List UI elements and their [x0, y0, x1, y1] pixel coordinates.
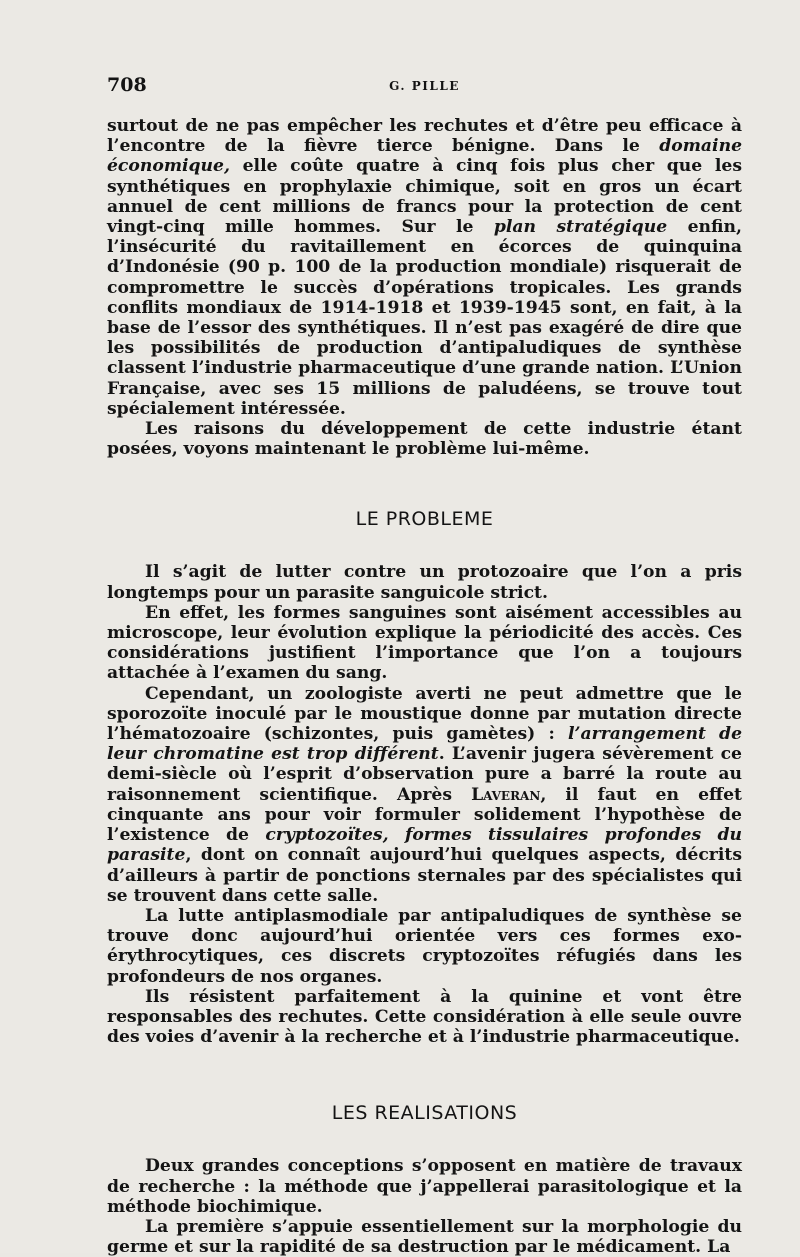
running-head: G. PILLE — [389, 79, 460, 93]
paragraph: surtout de ne pas empêcher les rechutes et d’être peu efficace à l’encontre de la fièvre tierce bénigne. Dans le domaine économique, elle coûte quatre à cinq fois plus cher que les synthétiques en prophylaxie chimique, soit en gros un écart annuel de cent millions de francs pour la protection de cent vingt-cinq mille hommes. Sur le plan stratégique enfin, l’insécurité du ravitaillement en écorces de quinquina d’Indonésie (90 p. 100 de la production mondiale) risquerait de compromettre le succès d’opérations tropicales. Les grands conflits mondiaux de 1914-1918 et 1939-1945 sont, en fait, à la base de l’essor des synthétiques. Il n’est pas exagéré de dire que les possibilités de production d’antipaludiques de synthèse classent l’industrie pharmaceutique d’une grande nation. L’Union Française, avec ses 15 millions de paludéens, se trouve tout spécialement intéressée. — [107, 116, 742, 419]
paragraph: La lutte antiplasmodiale par antipaludiques de synthèse se trouve donc aujourd’hui orientée vers ces formes exo-érythrocytiques, ces discrets cryptozoïtes réfugiés dans les profondeurs de nos organes. — [107, 905, 742, 987]
paragraph: Il s’agit de lutter contre un protozoaire que l’on a pris longtemps pour un parasite sanguicole strict. — [107, 562, 742, 603]
paragraph: En effet, les formes sanguines sont aisément accessibles au microscope, leur évolution explique la périodicité des accès. Ces considérations justifient l’importance que l’on a toujours attachée à l’examen du sang. — [107, 602, 742, 684]
author-name: Laveran — [471, 784, 541, 805]
paragraph: Les raisons du développement de cette industrie étant posées, voyons maintenant le problème lui-même. — [107, 419, 742, 460]
paragraph: Deux grandes conceptions s’opposent en matière de travaux de recherche : la méthode que j’appellerai parasitologique et la méthode biochimique. — [107, 1156, 742, 1217]
paragraph: Ils résistent parfaitement à la quinine et vont être responsables des rechutes. Cette considération à elle seule ouvre des voies d’avenir à la recherche et à l’industrie pharmaceutique. — [107, 986, 742, 1048]
section-heading-probleme: LE PROBLEME — [355, 508, 494, 531]
section-heading-realisations: LES REALISATIONS — [331, 1102, 518, 1125]
page-header — [107, 74, 742, 100]
page-number: 708 — [107, 74, 147, 96]
paragraph: La première s’appuie essentiellement sur la morphologie du germe et sur la rapidité de sa destruction par le médicament. La — [107, 1216, 742, 1257]
body-text — [107, 116, 742, 1257]
paragraph: Cependant, un zoologiste averti ne peut admettre que le sporozoïte inoculé par le moustique donne par mutation directe l’hématozoaire (schizontes, puis gamètes) : l’arrangement de leur chromatine est trop différent. L’avenir jugera sévèrement ce demi-siècle où l’esprit d’observation pure a barré la route au raisonnement scientifique. Après Laveran, il faut en effet cinquante ans pour voir formuler solidement l’hypothèse de l’existence de cryptozoïtes, formes tissulaires profondes du parasite, dont on connaît aujourd’hui quelques aspects, décrits d’ailleurs à partir de ponctions sternales par des spécialistes qui se trouvent dans cette salle. — [107, 683, 743, 906]
